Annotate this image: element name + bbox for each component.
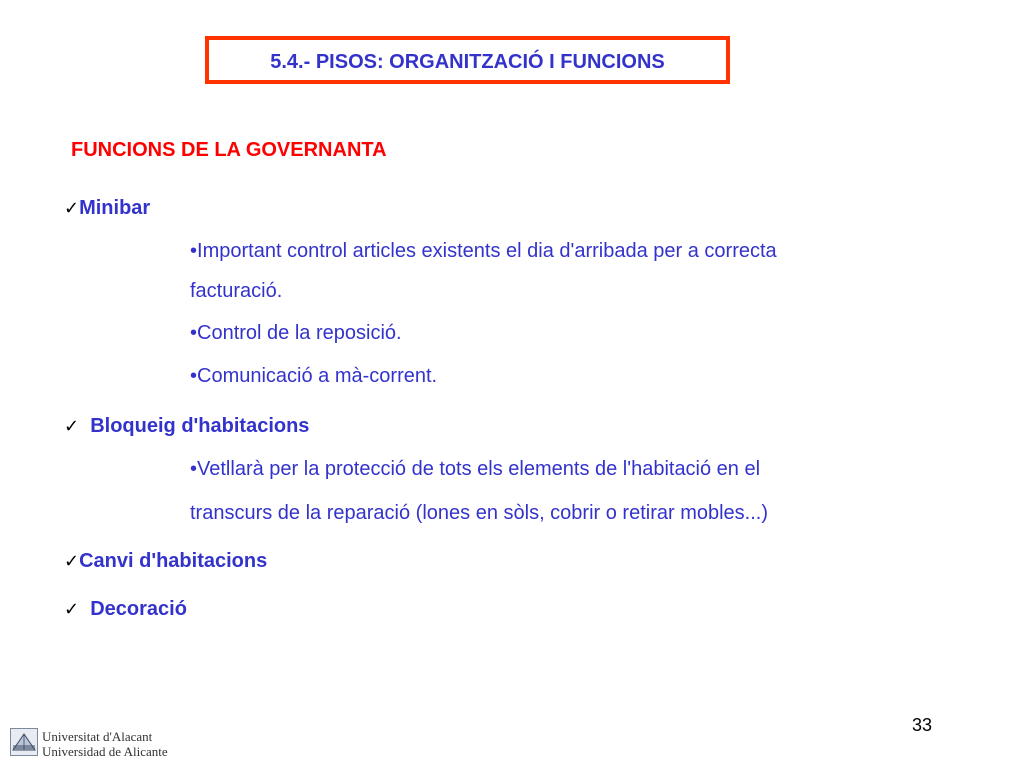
list-item-minibar <box>64 197 150 220</box>
bullet-text: facturació. <box>190 280 283 302</box>
bullet-item <box>190 365 437 388</box>
item-heading: Minibar <box>79 197 151 219</box>
bullet-item <box>190 240 777 263</box>
bullet-continuation <box>190 280 282 303</box>
bullet-text: Vetllarà per la protecció de tots els elements de l'habitació en el <box>197 458 761 480</box>
list-item-canvi <box>64 550 267 573</box>
university-logo-icon <box>10 728 38 756</box>
bullet-item <box>190 322 402 345</box>
item-heading: Bloqueig d'habitacions <box>90 415 310 437</box>
page-number: 33 <box>912 715 933 735</box>
bullet-icon: • <box>190 458 198 480</box>
bullet-text: transcurs de la reparació (lones en sòls, cobrir o retirar mobles...) <box>190 502 769 524</box>
title-box <box>205 36 730 84</box>
bullet-text: Important control articles existents el dia d'arribada per a correcta <box>197 240 777 262</box>
checkmark-icon: ✓ <box>64 599 80 620</box>
list-item-bloqueig <box>64 415 309 438</box>
item-heading: Decoració <box>90 598 187 620</box>
list-item-decoracio <box>64 598 187 621</box>
checkmark-icon: ✓ <box>64 551 80 572</box>
bullet-text: Comunicació a mà-corrent. <box>197 365 438 387</box>
bullet-icon: • <box>190 365 198 387</box>
section-subtitle: FUNCIONS DE LA GOVERNANTA <box>71 139 387 161</box>
footer-university-name-es: Universidad de Alicante <box>42 744 168 759</box>
checkmark-icon: ✓ <box>64 416 80 437</box>
bullet-icon: • <box>190 322 198 344</box>
bullet-icon: • <box>190 240 198 262</box>
slide-title: 5.4.- PISOS: ORGANITZACIÓ I FUNCIONS <box>270 51 665 73</box>
bullet-item <box>190 458 760 481</box>
checkmark-icon: ✓ <box>64 198 80 219</box>
bullet-text: Control de la reposició. <box>197 322 402 344</box>
bullet-continuation <box>190 502 768 525</box>
item-heading: Canvi d'habitacions <box>79 550 268 572</box>
footer-university-name-ca: Universitat d'Alacant <box>42 729 153 744</box>
